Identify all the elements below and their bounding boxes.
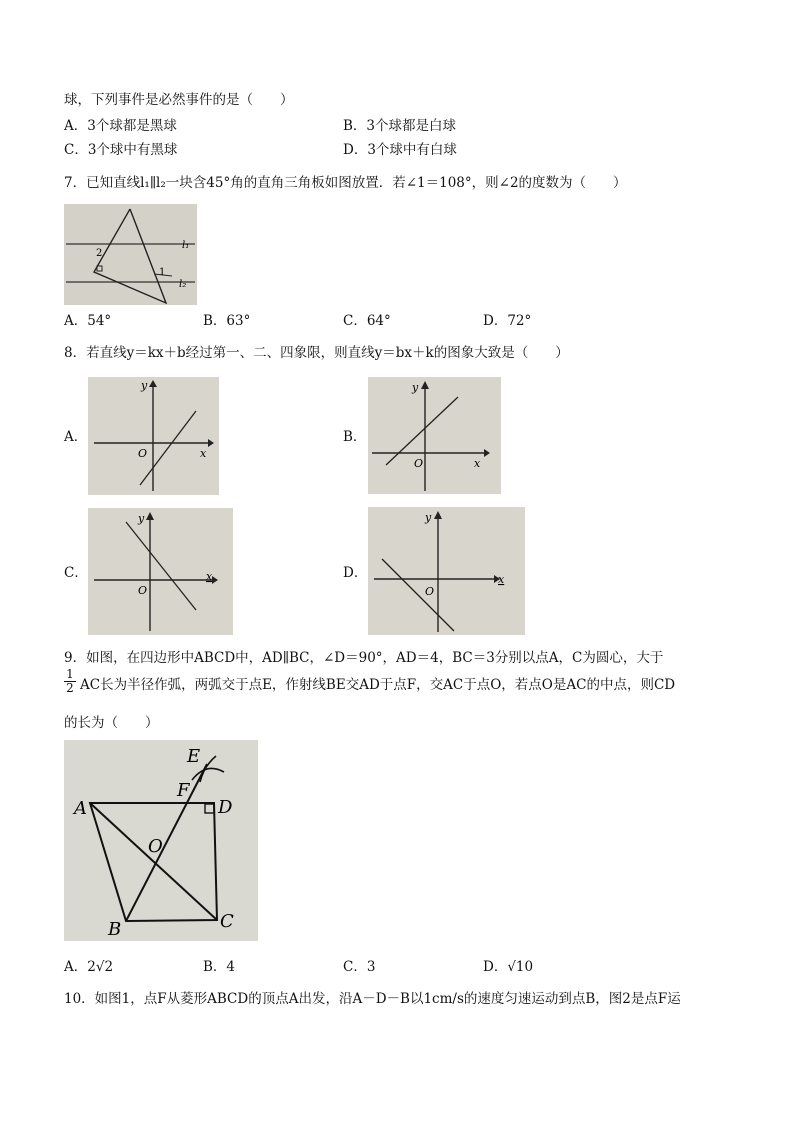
axis-y-label: y bbox=[138, 512, 145, 525]
q8-letter-a: A． bbox=[64, 429, 88, 445]
axis-x-label: x bbox=[498, 573, 505, 586]
q7-option-d: D．72° bbox=[483, 313, 532, 329]
origin-label: O bbox=[138, 447, 148, 460]
axis-x-label: x bbox=[206, 570, 213, 583]
fraction-numerator: 1 bbox=[66, 667, 74, 681]
label-l2: l₂ bbox=[179, 279, 187, 290]
q10-stem: 10．如图1，点F从菱形ABCD的顶点A出发，沿A－D－B以1cm/s的速度匀速运动到点B，图2是点F运 bbox=[64, 991, 681, 1007]
q7-stem: 7．已知直线l₁∥l₂一块含45°角的直角三角板如图放置．若∠1＝108°，则∠2的度数为（ ） bbox=[64, 175, 627, 191]
label-D: D bbox=[218, 797, 233, 818]
label-angle1: 1 bbox=[159, 267, 166, 278]
origin-label: O bbox=[425, 585, 435, 598]
q9-stem-line3: 的长为（ ） bbox=[64, 715, 159, 731]
axis-y-label: y bbox=[141, 379, 148, 392]
axis-x-label: x bbox=[474, 457, 481, 470]
q7-figure bbox=[64, 204, 197, 305]
q9-figure bbox=[64, 740, 258, 941]
q9-stem-line1: 9．如图，在四边形中ABCD中，AD∥BC，∠D＝90°，AD＝4，BC＝3分别以点A，C为圆心，大于 bbox=[64, 650, 664, 666]
label-O: O bbox=[148, 836, 163, 857]
q9-option-b: B．4 bbox=[203, 959, 236, 975]
label-F: F bbox=[177, 780, 190, 801]
q9-option-c: C．3 bbox=[343, 959, 376, 975]
q9-option-d: D．√10 bbox=[483, 959, 534, 975]
q8-letter-b: B． bbox=[343, 429, 367, 445]
origin-label: O bbox=[138, 584, 148, 597]
q9-option-a: A．2√2 bbox=[64, 959, 114, 975]
q7-option-c: C．64° bbox=[343, 313, 391, 329]
label-A: A bbox=[74, 798, 87, 819]
q6-stem: 球，下列事件是必然事件的是（ ） bbox=[64, 92, 294, 108]
q9-fraction bbox=[64, 668, 76, 695]
q7-option-b: B．63° bbox=[203, 313, 251, 329]
label-C: C bbox=[220, 911, 234, 932]
axis-x-label: x bbox=[200, 447, 207, 460]
q7-option-a: A．54° bbox=[64, 313, 112, 329]
q6-option-c: C．3个球中有黑球 bbox=[64, 142, 178, 158]
q8-stem: 8．若直线y＝kx＋b经过第一、二、四象限，则直线y＝bx＋k的图象大致是（ ） bbox=[64, 345, 569, 361]
q8-letter-c: C． bbox=[64, 565, 88, 581]
q6-option-b: B．3个球都是白球 bbox=[343, 118, 457, 134]
q6-option-a: A．3个球都是黑球 bbox=[64, 118, 177, 134]
q8-letter-d: D． bbox=[343, 565, 368, 581]
label-B: B bbox=[108, 919, 122, 940]
label-E: E bbox=[187, 746, 201, 767]
q9-stem-line2: AC长为半径作弧，两弧交于点E，作射线BE交AD于点F，交AC于点O，若点O是AC的中点，则CD bbox=[80, 677, 676, 693]
q8-graph-c bbox=[88, 508, 233, 635]
label-angle2: 2 bbox=[96, 248, 103, 259]
axis-y-label: y bbox=[425, 511, 432, 524]
fraction-denominator: 2 bbox=[64, 681, 76, 695]
q8-graph-d bbox=[368, 507, 525, 635]
axis-y-label: y bbox=[412, 381, 419, 394]
q8-graph-b bbox=[368, 377, 501, 494]
label-l1: l₁ bbox=[182, 240, 190, 251]
q6-option-d: D．3个球中有白球 bbox=[343, 142, 457, 158]
origin-label: O bbox=[414, 457, 424, 470]
q8-graph-a bbox=[88, 377, 219, 495]
